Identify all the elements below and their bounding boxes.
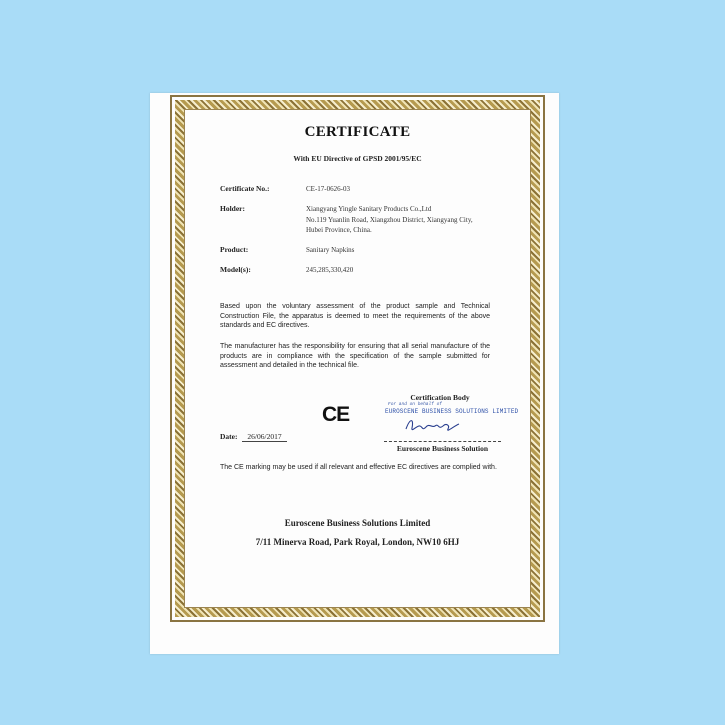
certificate-title: CERTIFICATE [304,124,411,140]
certification-body-name: Euroscene Business Solution [396,444,489,453]
signature-line [384,441,501,442]
company-stamp: EUROSCENE BUSINESS SOLUTIONS LIMITED [385,408,519,415]
product-value: Sanitary Napkins [306,246,355,254]
models-label: Model(s): [220,265,251,274]
models-value: 245,285,330,420 [306,266,354,274]
certificate-subtitle: With EU Directive of GPSD 2001/95/EC [293,154,422,163]
footer-company-name: Euroscene Business Solutions Limited [284,518,431,528]
date-label: Date: [220,432,238,441]
ce-mark-logo: CE [322,403,350,426]
certification-body-label: Certification Body [410,393,470,402]
certificate-no-label: Certificate No.: [220,184,270,193]
certificate-no-value: CE-17-0626-03 [306,185,350,193]
date-value: 26/06/2017 [242,432,287,442]
holder-line: No.119 Yuanlin Road, Xiangzhou District, Xiangyang City, [306,215,473,224]
product-label: Product: [220,245,249,254]
holder-label: Holder: [220,204,245,213]
responsibility-paragraph: The manufacturer has the responsibility for ensuring that all serial manufacture of the products are in compliance with the specification of the sample submitted for assessment and detailed in the technical file. [220,343,490,369]
footer-address: 7/11 Minerva Road, Park Royal, London, NW10 6HJ [255,537,460,547]
holder-line: Xiangyang Yingle Sanitary Products Co.,Ltd [306,205,432,213]
signature-image [402,414,462,436]
assessment-paragraph: Based upon the voluntary assessment of the product sample and Technical Construction File, the apparatus is deemed to meet the requirements of the above standards and EC directives. [220,303,490,329]
stamp-on-behalf-text: For and on behalf of [388,402,443,407]
holder-line: Hubei Province, China. [306,226,372,234]
ce-marking-note: The CE marking may be used if all relevant and effective EC directives are complied with. [220,464,497,471]
